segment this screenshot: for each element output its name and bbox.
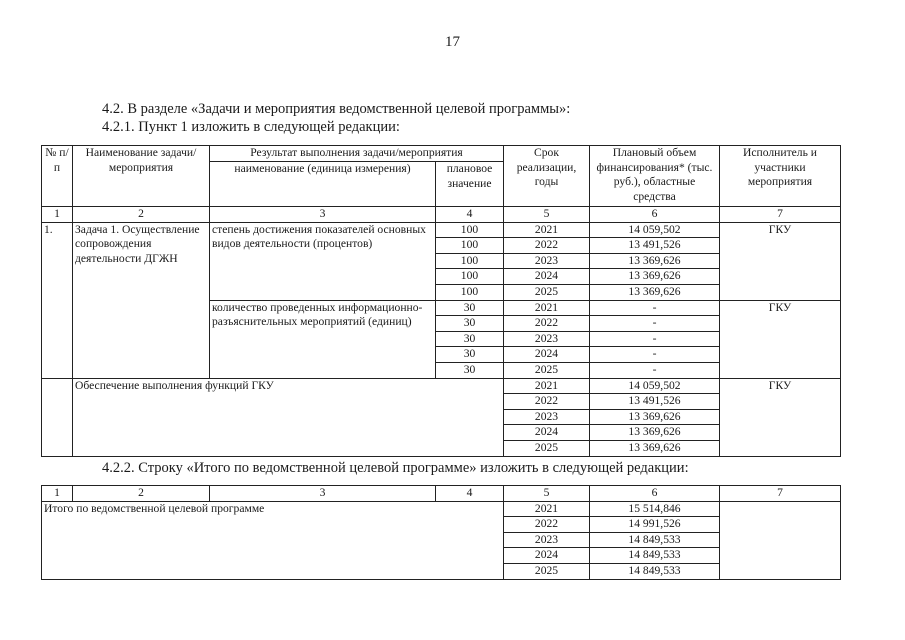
planned-value: 30 (436, 300, 504, 316)
header-num: № п/п (42, 146, 73, 207)
planned-value: 30 (436, 316, 504, 332)
col-number: 4 (436, 207, 504, 223)
col-number: 4 (436, 486, 504, 502)
year: 2021 (504, 378, 590, 394)
indicator-name: количество проведенных информационно-разъяснительных мероприятий (единиц) (210, 300, 436, 378)
paragraph-4-2-2: 4.2.2. Строку «Итого по ведомственной целевой программе» изложить в следующей редакции: (102, 460, 689, 476)
executor: ГКУ (720, 222, 841, 300)
col-number: 5 (504, 207, 590, 223)
header-result: Результат выполнения задачи/мероприятия (210, 146, 504, 162)
volume: 14 991,526 (590, 517, 720, 533)
year: 2024 (504, 548, 590, 564)
year: 2021 (504, 222, 590, 238)
header-term: Срок реализации, годы (504, 146, 590, 207)
year: 2022 (504, 394, 590, 410)
total-table (41, 485, 841, 580)
volume: 14 059,502 (590, 378, 720, 394)
activity-name: Обеспечение выполнения функций ГКУ (73, 378, 504, 456)
col-number: 6 (590, 207, 720, 223)
header-executor: Исполнитель и участники мероприятия (720, 146, 841, 207)
executor: ГКУ (720, 300, 841, 378)
col-number: 7 (720, 207, 841, 223)
col-number: 2 (73, 486, 210, 502)
executor: ГКУ (720, 378, 841, 456)
planned-value: 100 (436, 284, 504, 300)
planned-value: 30 (436, 347, 504, 363)
volume: - (590, 300, 720, 316)
page-number: 17 (445, 34, 460, 50)
year: 2021 (504, 501, 590, 517)
volume: 13 491,526 (590, 238, 720, 254)
volume: - (590, 316, 720, 332)
col-number: 2 (73, 207, 210, 223)
tasks-table (41, 145, 841, 457)
col-number: 1 (42, 486, 73, 502)
volume: - (590, 331, 720, 347)
year: 2025 (504, 362, 590, 378)
volume: - (590, 347, 720, 363)
activity-number (42, 378, 73, 456)
volume: 13 369,626 (590, 425, 720, 441)
volume: 15 514,846 (590, 501, 720, 517)
planned-value: 100 (436, 222, 504, 238)
year: 2024 (504, 347, 590, 363)
col-number: 6 (590, 486, 720, 502)
col-number: 5 (504, 486, 590, 502)
header-result-name: наименование (единица измерения) (210, 162, 436, 207)
year: 2022 (504, 517, 590, 533)
col-number: 1 (42, 207, 73, 223)
header-volume: Плановый объем финансирования* (тыс. руб.), областные средства (590, 146, 720, 207)
year: 2023 (504, 532, 590, 548)
volume: 13 491,526 (590, 394, 720, 410)
planned-value: 100 (436, 238, 504, 254)
executor (720, 501, 841, 579)
planned-value: 30 (436, 331, 504, 347)
year: 2025 (504, 284, 590, 300)
volume: 13 369,626 (590, 284, 720, 300)
year: 2025 (504, 440, 590, 456)
volume: 13 369,626 (590, 409, 720, 425)
header-planned: плановое значение (436, 162, 504, 207)
year: 2024 (504, 269, 590, 285)
total-label: Итого по ведомственной целевой программе (42, 501, 504, 579)
volume: 13 369,626 (590, 440, 720, 456)
year: 2021 (504, 300, 590, 316)
volume: 14 849,533 (590, 563, 720, 579)
paragraph-4-2-1: 4.2.1. Пункт 1 изложить в следующей редакции: (102, 119, 400, 135)
year: 2023 (504, 409, 590, 425)
volume: 14 849,533 (590, 548, 720, 564)
col-number: 3 (210, 486, 436, 502)
paragraph-4-2: 4.2. В разделе «Задачи и мероприятия ведомственной целевой программы»: (102, 101, 571, 117)
planned-value: 30 (436, 362, 504, 378)
year: 2023 (504, 253, 590, 269)
col-number: 3 (210, 207, 436, 223)
year: 2025 (504, 563, 590, 579)
volume: 14 059,502 (590, 222, 720, 238)
header-name: Наименование задачи/мероприятия (73, 146, 210, 207)
year: 2024 (504, 425, 590, 441)
year: 2022 (504, 238, 590, 254)
task-name: Задача 1. Осуществление сопровождения деятельности ДГЖН (73, 222, 210, 378)
planned-value: 100 (436, 269, 504, 285)
year: 2022 (504, 316, 590, 332)
volume: 13 369,626 (590, 253, 720, 269)
volume: - (590, 362, 720, 378)
volume: 13 369,626 (590, 269, 720, 285)
year: 2023 (504, 331, 590, 347)
task-number: 1. (42, 222, 73, 378)
volume: 14 849,533 (590, 532, 720, 548)
indicator-name: степень достижения показателей основных видов деятельности (процентов) (210, 222, 436, 300)
planned-value: 100 (436, 253, 504, 269)
col-number: 7 (720, 486, 841, 502)
